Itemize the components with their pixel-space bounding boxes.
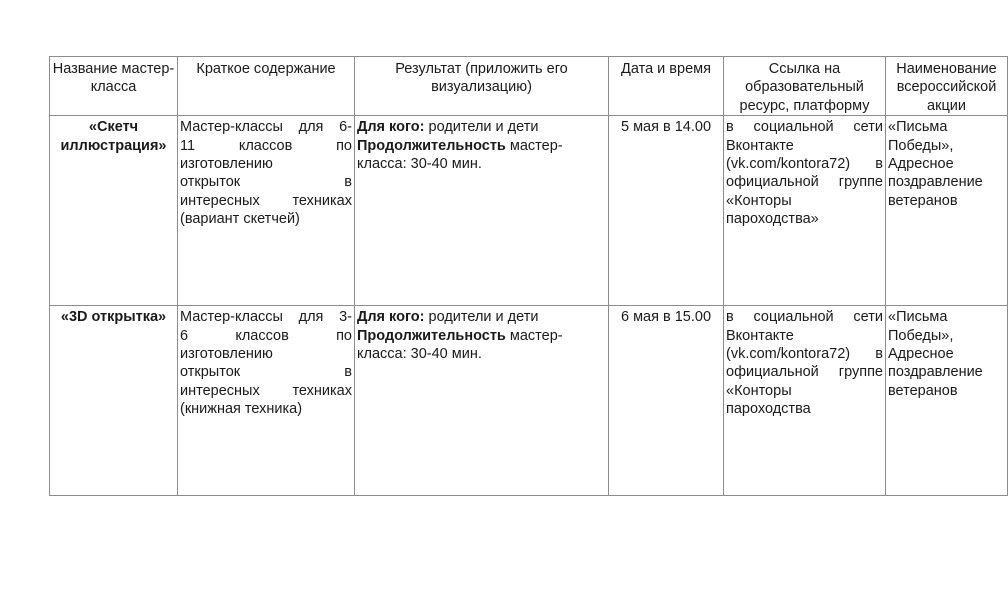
summary-line: интересных техниках xyxy=(180,382,352,399)
link-line: официальной группе xyxy=(726,174,883,191)
header-summary: Краткое содержание xyxy=(178,57,355,116)
link-line: (vk.com/kontora72) в xyxy=(726,346,883,363)
link-line: пароходства xyxy=(726,401,811,418)
summary-line: (вариант скетчей) xyxy=(180,211,300,228)
cell-campaign xyxy=(886,116,1008,306)
cell-summary xyxy=(178,116,355,306)
duration-label: Продолжительность xyxy=(357,327,506,344)
summary-line: изготовлению xyxy=(180,346,273,363)
duration-line xyxy=(357,327,606,345)
audience-label: Для кого: xyxy=(357,309,425,326)
cell-result xyxy=(355,116,609,306)
summary-line: 6 классов по xyxy=(180,327,352,344)
link-line: в социальной сети xyxy=(726,309,883,326)
link-line: «Конторы xyxy=(726,192,792,209)
header-date: Дата и время xyxy=(609,57,724,116)
header-name: Название мастер-класса xyxy=(50,57,178,116)
table-header-row xyxy=(50,57,1008,116)
campaign-line: Адресное xyxy=(888,156,954,173)
cell-class-name: «3D открытка» xyxy=(50,306,178,496)
cell-result xyxy=(355,306,609,496)
cell-class-name: «Скетч иллюстрация» xyxy=(50,116,178,306)
header-result: Результат (приложить его визуализацию) xyxy=(355,57,609,116)
summary-line: интересных техниках xyxy=(180,192,352,209)
link-line: «Конторы xyxy=(726,382,792,399)
link-line: официальной группе xyxy=(726,364,883,381)
table-row xyxy=(50,116,1008,306)
duration-label: Продолжительность xyxy=(357,137,506,154)
cell-date: 6 мая в 15.00 xyxy=(609,306,724,496)
summary-line: открыток в xyxy=(180,174,352,191)
audience-value: родители и дети xyxy=(424,119,539,136)
campaign-line: Адресное xyxy=(888,346,954,363)
master-class-table xyxy=(49,56,1008,496)
campaign-line: поздравление xyxy=(888,174,983,191)
summary-line: Мастер-классы для 3- xyxy=(180,309,352,326)
duration-value: мастер- xyxy=(505,137,563,154)
audience-value: родители и дети xyxy=(424,309,539,326)
duration-line xyxy=(357,137,606,155)
header-link: Ссылка на образовательный ресурс, платформу xyxy=(724,57,886,116)
link-line: в социальной сети xyxy=(726,119,883,136)
summary-line: открыток в xyxy=(180,364,352,381)
summary-line: Мастер-классы для 6- xyxy=(180,119,352,136)
campaign-line: «Письма xyxy=(888,309,948,326)
duration-value: мастер- xyxy=(505,327,563,344)
table-row xyxy=(50,306,1008,496)
audience-line xyxy=(357,308,606,326)
cell-date: 5 мая в 14.00 xyxy=(609,116,724,306)
link-line: Вконтакте xyxy=(726,327,794,344)
header-campaign: Наименование всероссийской акции xyxy=(886,57,1008,116)
duration-value-2: класса: 30-40 мин. xyxy=(357,346,482,363)
link-line: пароходства» xyxy=(726,211,819,228)
campaign-line: поздравление xyxy=(888,364,983,381)
cell-link xyxy=(724,306,886,496)
audience-label: Для кого: xyxy=(357,119,425,136)
campaign-line: ветеранов xyxy=(888,192,958,209)
cell-campaign xyxy=(886,306,1008,496)
audience-line xyxy=(357,118,606,136)
summary-line: (книжная техника) xyxy=(180,401,303,418)
campaign-line: Победы», xyxy=(888,137,954,154)
summary-line: изготовлению xyxy=(180,156,273,173)
duration-value-2: класса: 30-40 мин. xyxy=(357,156,482,173)
cell-summary xyxy=(178,306,355,496)
link-line: (vk.com/kontora72) в xyxy=(726,156,883,173)
link-line: Вконтакте xyxy=(726,137,794,154)
campaign-line: Победы», xyxy=(888,327,954,344)
campaign-line: «Письма xyxy=(888,119,948,136)
cell-link xyxy=(724,116,886,306)
campaign-line: ветеранов xyxy=(888,382,958,399)
summary-line: 11 классов по xyxy=(180,137,352,154)
